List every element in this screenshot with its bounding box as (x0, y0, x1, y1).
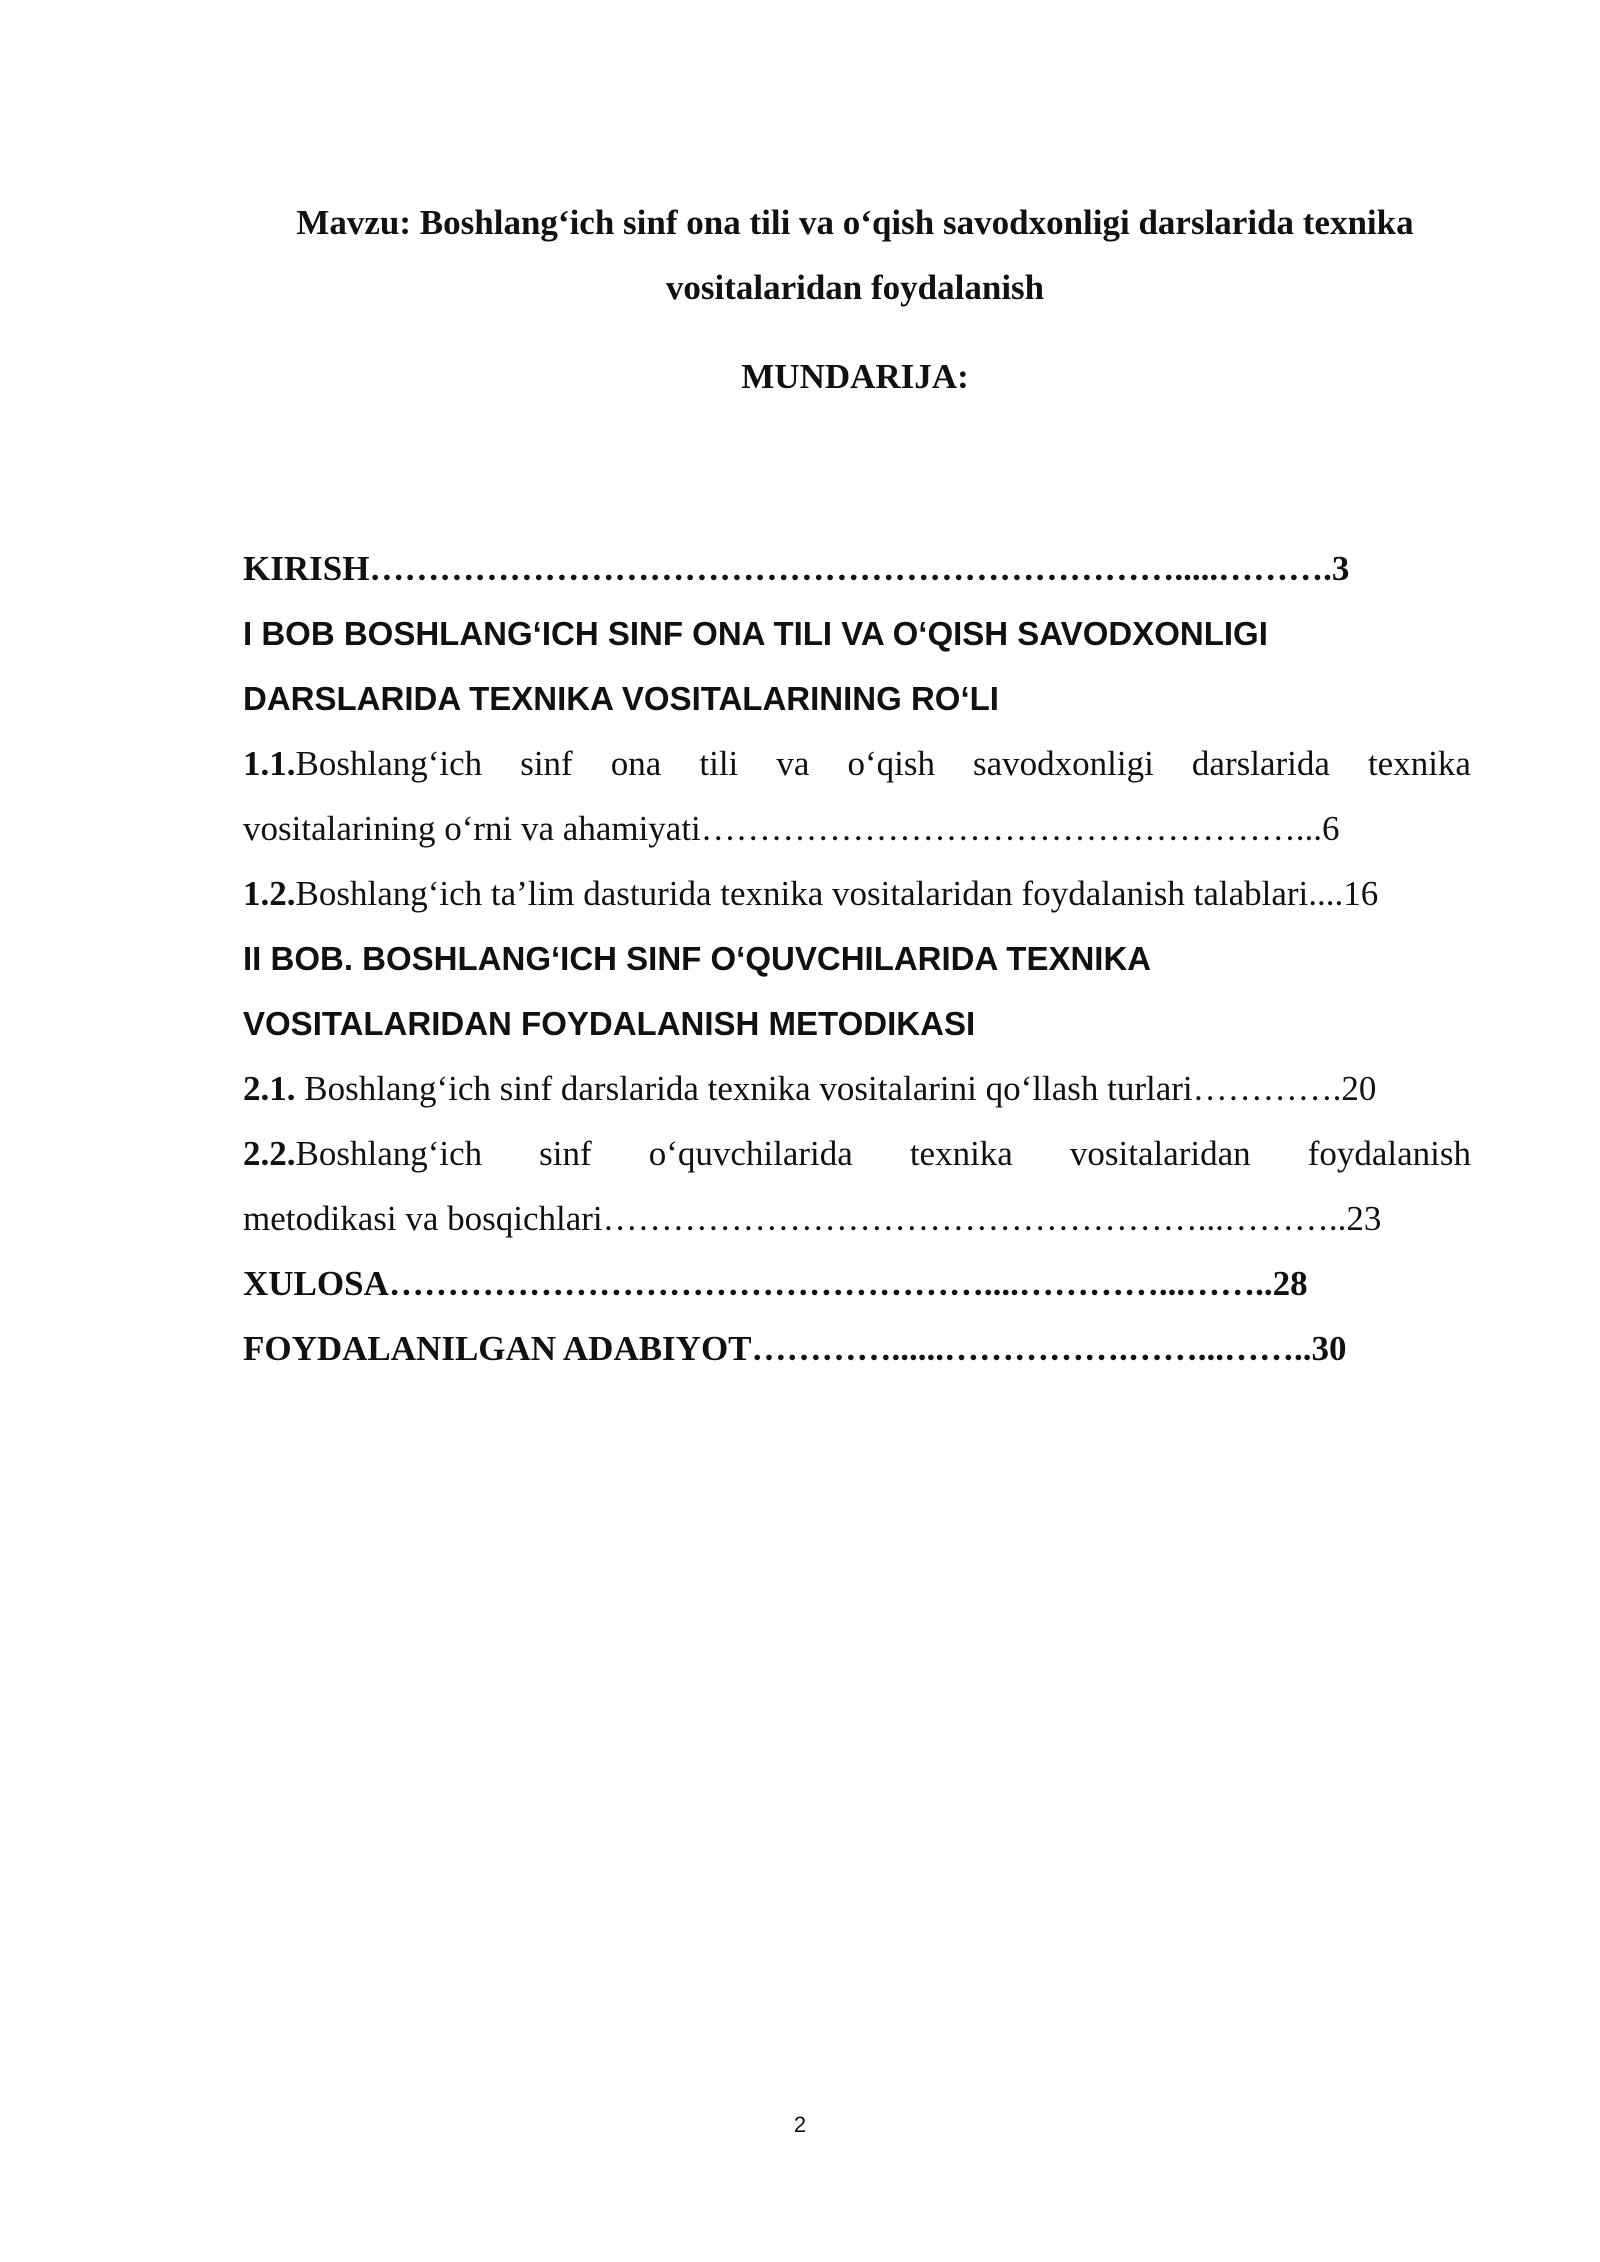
toc-section-1-1-line-1 (243, 731, 1471, 796)
word: sinf (539, 1134, 592, 1173)
word: darslarida (1191, 744, 1330, 783)
word: foydalanish (1307, 1134, 1471, 1173)
word: Boshlang‘ich (295, 1134, 483, 1173)
word: o‘quvchilarida (648, 1134, 853, 1173)
toc-section-2-2-line-2: metodikasi va bosqichlari……………………………………………...………..23 (243, 1199, 1382, 1238)
section-number: 2.2. (243, 1134, 296, 1173)
word: o‘qish (847, 744, 935, 783)
toc-entry-xulosa: XULOSA……………………………………………....…………...……..28 (243, 1264, 1308, 1303)
page-number: 2 (793, 2112, 807, 2137)
toc-section-1-1-first-word (243, 731, 482, 796)
toc-section-1-2 (243, 861, 1471, 926)
toc-entry-adabiyot: FOYDALANILGAN ADABIYOT…………......…………….……...……..30 (243, 1329, 1347, 1368)
title-line-1: Mavzu: Boshlang‘ich sinf ona tili va o‘qish savodxonligi darslarida texnika (296, 203, 1414, 242)
toc-section-2-1 (243, 1056, 1471, 1121)
word: texnika (1367, 744, 1471, 783)
table-of-contents (243, 536, 1471, 1381)
toc-entry-kirish: KIRISH…………………………………………………………….....……….3 (243, 549, 1350, 588)
word: vositalaridan (1069, 1134, 1251, 1173)
word: sinf (520, 744, 573, 783)
section-title: Boshlang‘ich ta’lim dasturida texnika vositalaridan foydalanish talablari....16 (295, 874, 1379, 913)
word: ona (610, 744, 662, 783)
toc-chapter-2-line-2: VOSITALARIDAN FOYDALANISH METODIKASI (243, 1005, 976, 1042)
title-line-2: vositalaridan foydalanish (665, 268, 1045, 307)
table-of-contents-heading: MUNDARIJA: (741, 357, 969, 396)
word: tili (699, 744, 739, 783)
section-number: 2.1. (243, 1069, 296, 1108)
section-number: 1.2. (243, 874, 296, 913)
section-number: 1.1. (243, 744, 296, 783)
toc-chapter-1-line-1: I BOB BOSHLANG‘ICH SINF ONA TILI VA O‘QISH SAVODXONLIGI (243, 615, 1268, 652)
document-title (220, 190, 1490, 320)
toc-chapter-1-line-2: DARSLARIDA TEXNIKA VOSITALARINING RO‘LI (243, 680, 999, 717)
word: Boshlang‘ich (295, 744, 483, 783)
toc-section-1-1-line-2: vositalarining o‘rni va ahamiyati……………………………………………...6 (243, 809, 1340, 848)
section-title: Boshlang‘ich sinf darslarida texnika vositalarini qo‘llash turlari………….20 (295, 1069, 1377, 1108)
word: savodxonligi (973, 744, 1154, 783)
word: va (776, 744, 810, 783)
toc-section-2-2-line-1 (243, 1121, 1471, 1186)
word: texnika (909, 1134, 1013, 1173)
toc-chapter-2-line-1: II BOB. BOSHLANG‘ICH SINF O‘QUVCHILARIDA TEXNIKA (243, 940, 1152, 977)
toc-section-2-2-first-word (243, 1121, 482, 1186)
